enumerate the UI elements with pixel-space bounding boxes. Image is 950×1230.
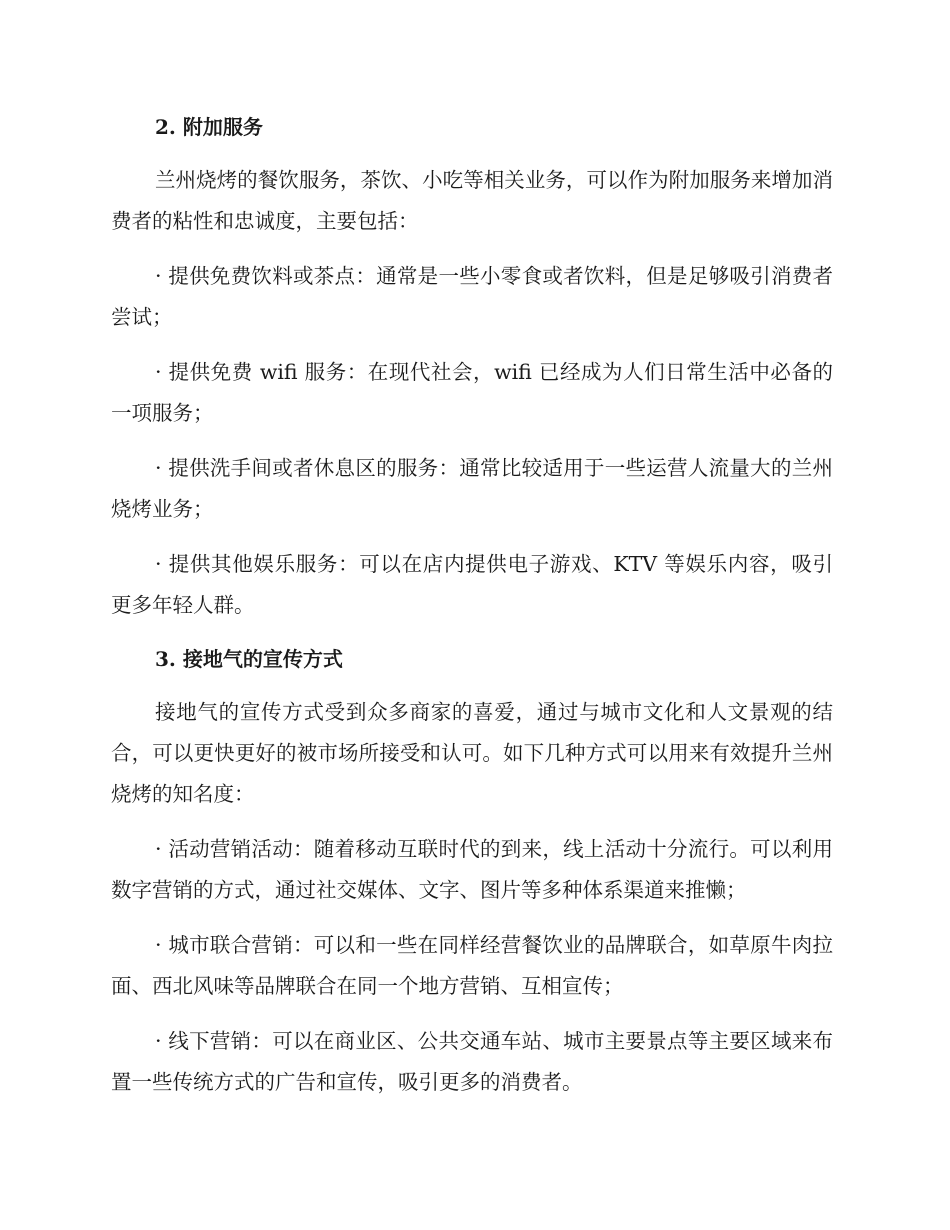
section-2-bullet-4: · 提供其他娱乐服务：可以在店内提供电子游戏、KTV 等娱乐内容，吸引更多年轻人群。: [111, 552, 833, 617]
section-3-bullet-1: · 活动营销活动：随着移动互联时代的到来，线上活动十分流行。可以利用数字营销的方式，通过社交媒体、文字、图片等多种体系渠道来推懒；: [111, 837, 833, 902]
section-3-bullet-3: · 线下营销：可以在商业区、公共交通车站、城市主要景点等主要区域来布置一些传统方式的广告和宣传，吸引更多的消费者。: [111, 1029, 833, 1094]
section-2-bullet-3: · 提供洗手间或者休息区的服务：通常比较适用于一些运营人流量大的兰州烧烤业务；: [111, 456, 833, 521]
section-2-intro: 兰州烧烤的餐饮服务，茶饮、小吃等相关业务，可以作为附加服务来增加消费者的粘性和忠诚度，主要包括：: [111, 168, 833, 233]
section-2-bullet-2: · 提供免费 wifi 服务：在现代社会，wifi 已经成为人们日常生活中必备的一项服务；: [111, 360, 833, 425]
document-page: [111, 108, 833, 1117]
section-3-intro: 接地气的宣传方式受到众多商家的喜爱，通过与城市文化和人文景观的结合，可以更快更好的被市场所接受和认可。如下几种方式可以用来有效提升兰州烧烤的知名度：: [111, 700, 833, 806]
section-3-heading: 3. 接地气的宣传方式: [155, 647, 343, 671]
section-2-bullet-1: · 提供免费饮料或茶点：通常是一些小零食或者饮料，但是足够吸引消费者尝试；: [111, 264, 833, 329]
section-2-heading: 2. 附加服务: [155, 115, 263, 139]
section-3-bullet-2: · 城市联合营销：可以和一些在同样经营餐饮业的品牌联合，如草原牛肉拉面、西北风味等品牌联合在同一个地方营销、互相宣传；: [111, 933, 833, 998]
